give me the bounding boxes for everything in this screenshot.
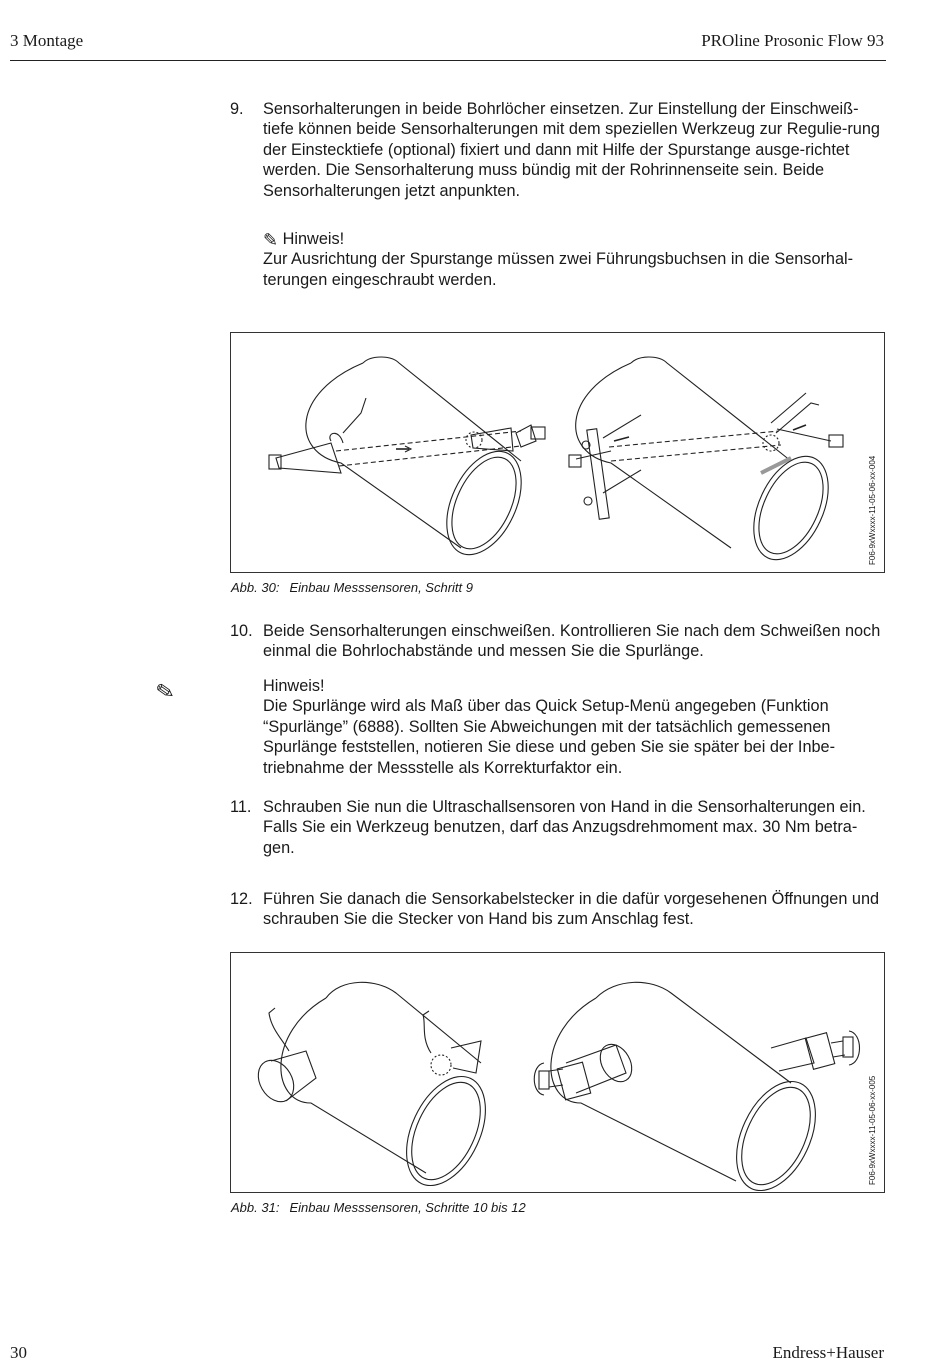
step-11	[230, 797, 886, 858]
step-text: Schrauben Sie nun die Ultraschallsensoren von Hand in die Sensorhalterungen ein. Falls Sie ein Werkzeug benutzen, darf das Anzugsdrehmoment max. 30 Nm betra-gen.	[263, 798, 866, 857]
figure-31-illustration	[231, 953, 886, 1194]
pencil-icon: ✎	[153, 677, 177, 706]
step-12	[230, 889, 886, 930]
caption-text: Einbau Messsensoren, Schritt 9	[289, 580, 473, 595]
section-title: 3 Montage	[10, 31, 84, 50]
page-number: 30	[10, 1343, 27, 1362]
note-text: Zur Ausrichtung der Spurstange müssen zwei Führungsbuchsen in die Sensorhal-terungen eingeschraubt werden.	[263, 250, 854, 289]
figure-30-illustration	[231, 333, 886, 574]
step-text: Führen Sie danach die Sensorkabelstecker in die dafür vorgesehenen Öffnungen und schrauben Sie die Stecker von Hand bis zum Anschlag fest.	[263, 890, 880, 929]
header-divider	[10, 60, 886, 61]
note-track-length	[263, 676, 887, 778]
caption-text: Einbau Messsensoren, Schritte 10 bis 12	[289, 1200, 526, 1215]
step-10	[230, 621, 886, 662]
note-alignment	[263, 229, 887, 290]
product-title: PROline Prosonic Flow 93	[701, 31, 884, 50]
note-title: Hinweis!	[282, 230, 345, 248]
figure-31	[230, 952, 885, 1193]
caption-label: Abb. 30:	[231, 580, 280, 595]
figure-code: F06-9xWxxxx-11-05-06-xx-005	[868, 1075, 877, 1185]
step-9	[230, 99, 886, 201]
step-number: 12.	[230, 890, 253, 908]
figure-31-caption	[231, 1200, 526, 1215]
caption-label: Abb. 31:	[231, 1200, 280, 1215]
brand-name: Endress+Hauser	[772, 1343, 884, 1362]
note-title: Hinweis!	[263, 677, 325, 695]
step-number: 10.	[230, 622, 253, 640]
figure-30-caption	[231, 580, 473, 595]
note-text: Die Spurlänge wird als Maß über das Quick Setup-Menü angegeben (Funktion “Spurlänge” (6888). Sollten Sie Abweichungen mit der tatsächlich gemessenen Spurlänge feststellen, notieren Sie diese und geben Sie sie später bei der Inbe-triebnahme der Messstelle als Korrekturfaktor ein.	[263, 697, 836, 777]
figure-code: F06-9xWxxxx-11-05-06-xx-004	[868, 455, 877, 565]
step-number: 9.	[230, 100, 244, 118]
step-number: 11.	[230, 798, 252, 816]
step-text: Sensorhalterungen in beide Bohrlöcher einsetzen. Zur Einstellung der Einschweiß-tiefe können beide Sensorhalterungen mit dem speziellen Werkzeug zur Regulie-rung der Einstecktiefe (optional) fixiert und dann mit Hilfe der Spurstange ausge-richtet werden. Die Sensorhalterung muss bündig mit der Rohrinnenseite sein. Beide Sensorhalterungen jetzt anpunkten.	[263, 100, 880, 200]
step-text: Beide Sensorhalterungen einschweißen. Kontrollieren Sie nach dem Schweißen noch einmal die Bohrlochabstände und messen Sie die Spurlänge.	[263, 622, 881, 661]
figure-30	[230, 332, 885, 573]
pencil-icon: ✎	[263, 230, 279, 250]
